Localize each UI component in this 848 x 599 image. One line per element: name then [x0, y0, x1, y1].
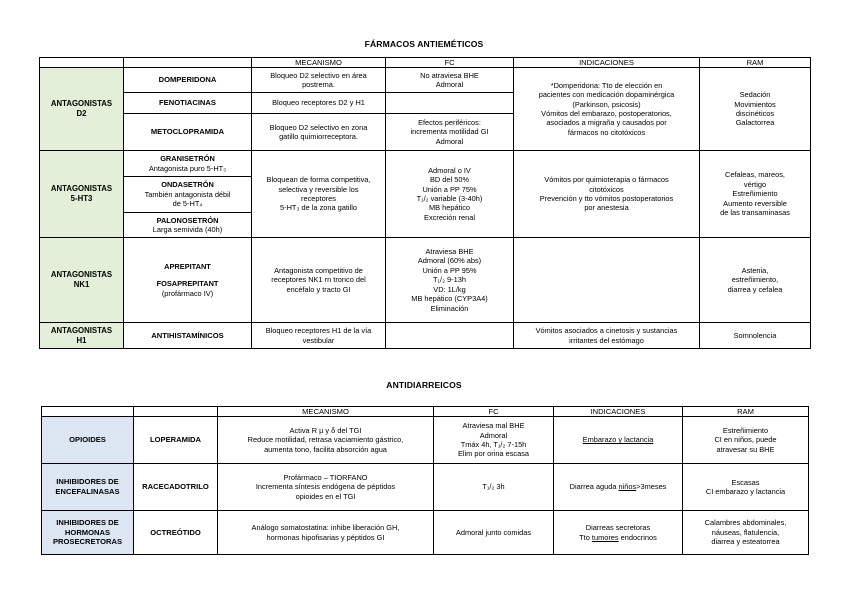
fc-fenotiacinas	[386, 93, 514, 114]
header-blank-2	[42, 407, 134, 417]
ind-nk1	[514, 238, 700, 323]
drug-racecadotrilo: RACECADOTRILO	[134, 464, 218, 511]
group-antagonistas-5ht3: ANTAGONISTAS 5-HT3	[40, 151, 124, 238]
ram-racecadotrilo: Escasas CI embarazo y lactancia	[683, 464, 809, 511]
drug-granisetron: GRANISETRÓN Antagonista puro 5-HT₃	[124, 151, 252, 177]
row-nk1	[40, 238, 811, 323]
row-racecadotrilo	[42, 464, 809, 511]
ind-5ht3: Vómitos por quimioterapia o fármacos citotóxicos Prevención y tto vómitos postoperatorios por anestesia	[514, 151, 700, 238]
group-antagonistas-nk1: ANTAGONISTAS NK1	[40, 238, 124, 323]
fc-domperidona: No atraviesa BHE Admoral	[386, 68, 514, 93]
ind-h1: Vómitos asociados a cinetosis y sustancias irritantes del estómago	[514, 323, 700, 349]
ram-octreotido: Calambres abdominales, náuseas, flatulencia, diarrea y esteatorrea	[683, 511, 809, 555]
header-blank-drug-2	[134, 407, 218, 417]
mec-racecadotrilo: Profármaco – TIORFANO Incrementa síntesis endógena de péptidos opioides en el TGI	[218, 464, 434, 511]
fc-h1	[386, 323, 514, 349]
mec-fenotiacinas: Bloqueo receptores D2 y H1	[252, 93, 386, 114]
drug-domperidona: DOMPERIDONA	[124, 68, 252, 93]
mec-nk1: Antagonista competitivo de receptores NK1 rn tronco del encéfalo y tracto GI	[252, 238, 386, 323]
header-row-2	[42, 407, 809, 417]
drug-nk1: APREPITANT FOSAPREPITANT (profármaco IV)	[124, 238, 252, 323]
mec-domperidona: Bloqueo D2 selectivo en área postrema.	[252, 68, 386, 93]
header-blank-drug	[124, 58, 252, 68]
drug-palonosetron: PALONOSETRÓN Larga semivida (40h)	[124, 213, 252, 238]
drug-metoclopramida: METOCLOPRAMIDA	[124, 114, 252, 151]
group-antagonistas-d2: ANTAGONISTAS D2	[40, 68, 124, 151]
fc-octreotido: Admoral junto comidas	[434, 511, 554, 555]
ind-loperamida: Embarazo y lactancia	[554, 417, 683, 464]
header-mecanismo-2: MECANISMO	[218, 407, 434, 417]
ind-octreotido: Diarreas secretoras Tto tumores endocrinos	[554, 511, 683, 555]
header-indicaciones: INDICACIONES	[514, 58, 700, 68]
header-mecanismo: MECANISMO	[252, 58, 386, 68]
drug-fenotiacinas: FENOTIACINAS	[124, 93, 252, 114]
fc-loperamida: Atraviesa mal BHE Admoral Tmáx 4h, T₁/₂ 7-15h Elim por orina escasa	[434, 417, 554, 464]
antiemeticos-title: FÁRMACOS ANTIEMÉTICOS	[364, 39, 484, 49]
header-ram: RAM	[700, 58, 811, 68]
mec-metoclopramida: Bloqueo D2 selectivo en zona gatillo quimiorreceptora.	[252, 114, 386, 151]
header-row	[40, 58, 811, 68]
ram-d2: Sedación Movimientos discinéticos Galactorrea	[700, 68, 811, 151]
drug-loperamida: LOPERAMIDA	[134, 417, 218, 464]
drug-octreotido: OCTREÓTIDO	[134, 511, 218, 555]
group-antagonistas-h1: ANTAGONISTAS H1	[40, 323, 124, 349]
header-fc-2: FC	[434, 407, 554, 417]
ind-racecadotrilo: Diarrea aguda niños>3meses	[554, 464, 683, 511]
drug-antihistaminicos: ANTIHISTAMÍNICOS	[124, 323, 252, 349]
ram-5ht3: Cefaleas, mareos, vértigo Estreñimiento Aumento reversible de las transaminasas	[700, 151, 811, 238]
fc-metoclopramida: Efectos periféricos: incrementa motilidad GI Admoral	[386, 114, 514, 151]
mec-h1: Bloqueo receptores H1 de la vía vestibular	[252, 323, 386, 349]
mec-loperamida: Activa R µ y δ del TGI Reduce motilidad, retrasa vaciamiento gástrico, aumenta tono, facilita absorción agua	[218, 417, 434, 464]
mec-5ht3: Bloquean de forma competitiva, selectiva y reversible los receptores 5-HT₃ de la zona gatillo	[252, 151, 386, 238]
fc-nk1: Atraviesa BHE Admoral (60% abs) Unión a PP 95% T₁/₂ 9-13h VD: 1L/kg MB hepático (CYP3A4) Eliminación	[386, 238, 514, 323]
row-loperamida	[42, 417, 809, 464]
row-granisetron	[40, 151, 811, 177]
group-opioides: OPIOIDES	[42, 417, 134, 464]
antiemeticos-table	[39, 57, 811, 349]
mec-octreotido: Análogo somatostatina: inhibe liberación GH, hormonas hipofisarias y péptidos GI	[218, 511, 434, 555]
header-ram-2: RAM	[683, 407, 809, 417]
group-inhibidores-prosecretoras: INHIBIDORES DE HORMONAS PROSECRETORAS	[42, 511, 134, 555]
fc-5ht3: Admoral o IV BD del 50% Unión a PP 75% T₁/₂ variable (3-40h) MB hepático Excreción renal	[386, 151, 514, 238]
row-octreotido	[42, 511, 809, 555]
group-inhibidores-encefalinasas: INHIBIDORES DE ENCEFALINASAS	[42, 464, 134, 511]
header-fc: FC	[386, 58, 514, 68]
fc-racecadotrilo: T₁/₂ 3h	[434, 464, 554, 511]
antidiarreicos-table	[41, 406, 809, 555]
drug-ondansetron: ONDASETRÓN También antagonista débil de 5-HT₄	[124, 177, 252, 213]
row-domperidona	[40, 68, 811, 93]
ram-loperamida: Estreñimiento CI en niños, puede atravesar su BHE	[683, 417, 809, 464]
header-blank	[40, 58, 124, 68]
ram-h1: Somnolencia	[700, 323, 811, 349]
row-h1	[40, 323, 811, 349]
ram-nk1: Astenia, estreñimiento, diarrea y cefalea	[700, 238, 811, 323]
ind-d2: *Domperidona: Tto de elección en pacientes con medicación dopaminérgica (Parkinson, psicosis) Vómitos del embarazo, postoperatorios, asociados a migraña y causados por fármacos no citotóxicos	[514, 68, 700, 151]
antidiarreicos-title: ANTIDIARREICOS	[386, 380, 462, 390]
header-indicaciones-2: INDICACIONES	[554, 407, 683, 417]
